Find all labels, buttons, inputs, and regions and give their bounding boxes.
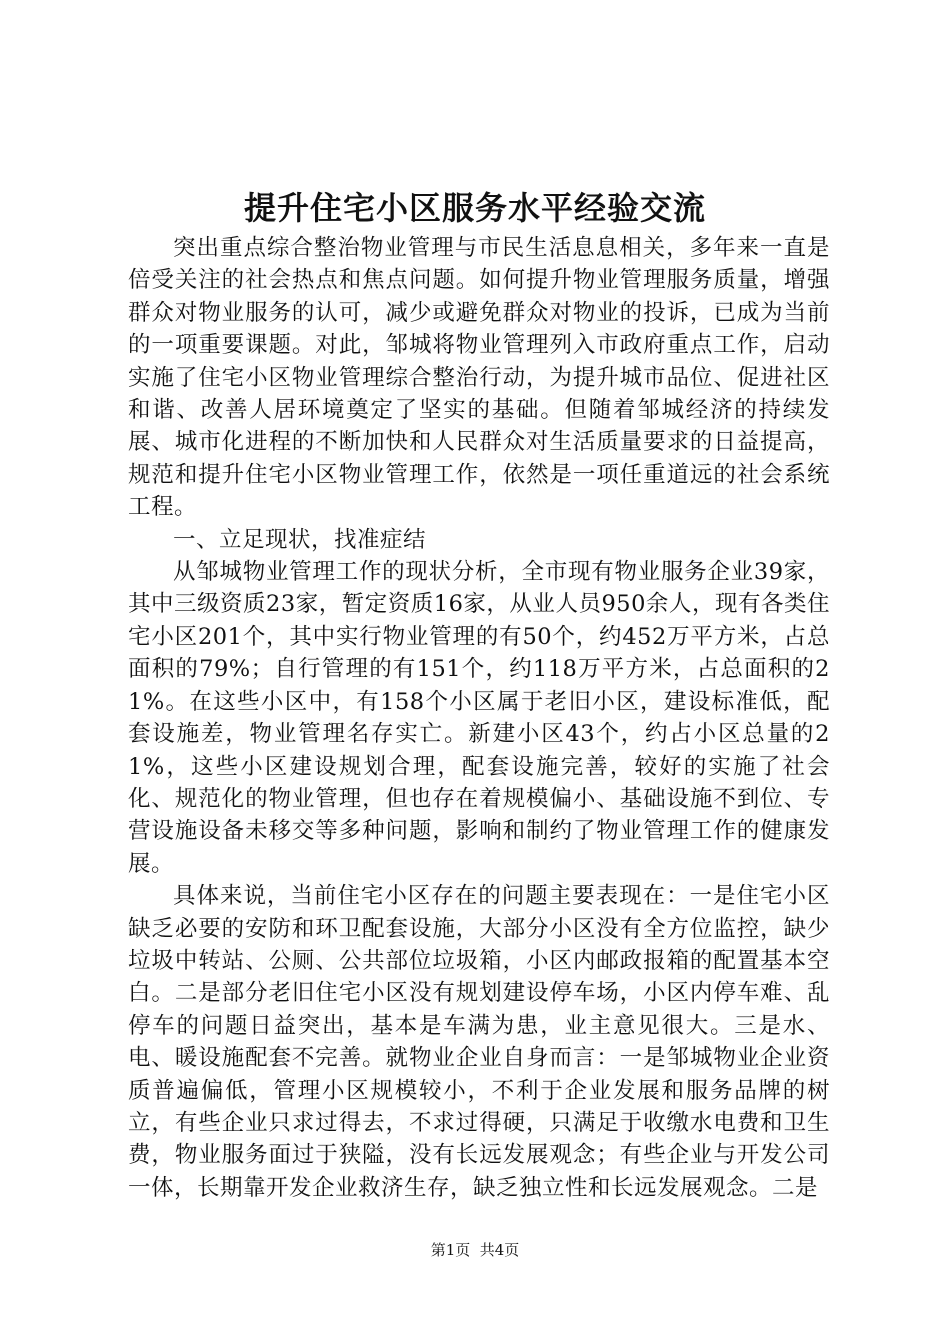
document-body xyxy=(128,232,830,1204)
body-paragraph: 突出重点综合整治物业管理与市民生活息息相关，多年来一直是倍受关注的社会热点和焦点问题。如何提升物业管理服务质量，增强群众对物业服务的认可，减少或避免群众对物业的投诉，已成为当前的一项重要课题。对此，邹城将物业管理列入市政府重点工作，启动实施了住宅小区物业管理综合整治行动，为提升城市品位、促进社区和谐、改善人居环境奠定了坚实的基础。但随着邹城经济的持续发展、城市化进程的不断加快和人民群众对生活质量要求的日益提高，规范和提升住宅小区物业管理工作，依然是一项任重道远的社会系统工程。 xyxy=(128,235,830,521)
body-paragraph: 从邹城物业管理工作的现状分析，全市现有物业服务企业39家，其中三级资质23家，暂定资质16家，从业人员950余人，现有各类住宅小区201个，其中实行物业管理的有50个，约452万平方米，占总面积的79%；自行管理的有151个，约118万平方米，占总面积的21%。在这些小区中，有158个小区属于老旧小区，建设标准低，配套设施差，物业管理名存实亡。新建小区43个，约占小区总量的21%，这些小区建设规划合理，配套设施完善，较好的实施了社会化、规范化的物业管理，但也存在着规模偏小、基础设施不到位、专营设施设备未移交等多种问题，影响和制约了物业管理工作的健康发展。 xyxy=(128,559,830,877)
body-paragraph: 具体来说，当前住宅小区存在的问题主要表现在：一是住宅小区缺乏必要的安防和环卫配套设施，大部分小区没有全方位监控，缺少垃圾中转站、公厕、公共部位垃圾箱，小区内邮政报箱的配置基本空白。二是部分老旧住宅小区没有规划建设停车场，小区内停车难、乱停车的问题日益突出，基本是车满为患，业主意见很大。三是水、电、暖设施配套不完善。就物业企业自身而言：一是邹城物业企业资质普遍偏低，管理小区规模较小，不利于企业发展和服务品牌的树立，有些企业只求过得去，不求过得硬，只满足于收缴水电费和卫生费，物业服务面过于狭隘，没有长远发展观念；有些企业与开发公司一体，长期靠开发企业救济生存，缺乏独立性和长远发展观念。二是 xyxy=(128,883,830,1201)
document-title: 提升住宅小区服务水平经验交流 xyxy=(243,189,706,227)
page-number-footer: 第1页 共4页 xyxy=(430,1241,520,1259)
section-heading: 一、立足现状，找准症结 xyxy=(173,526,427,553)
